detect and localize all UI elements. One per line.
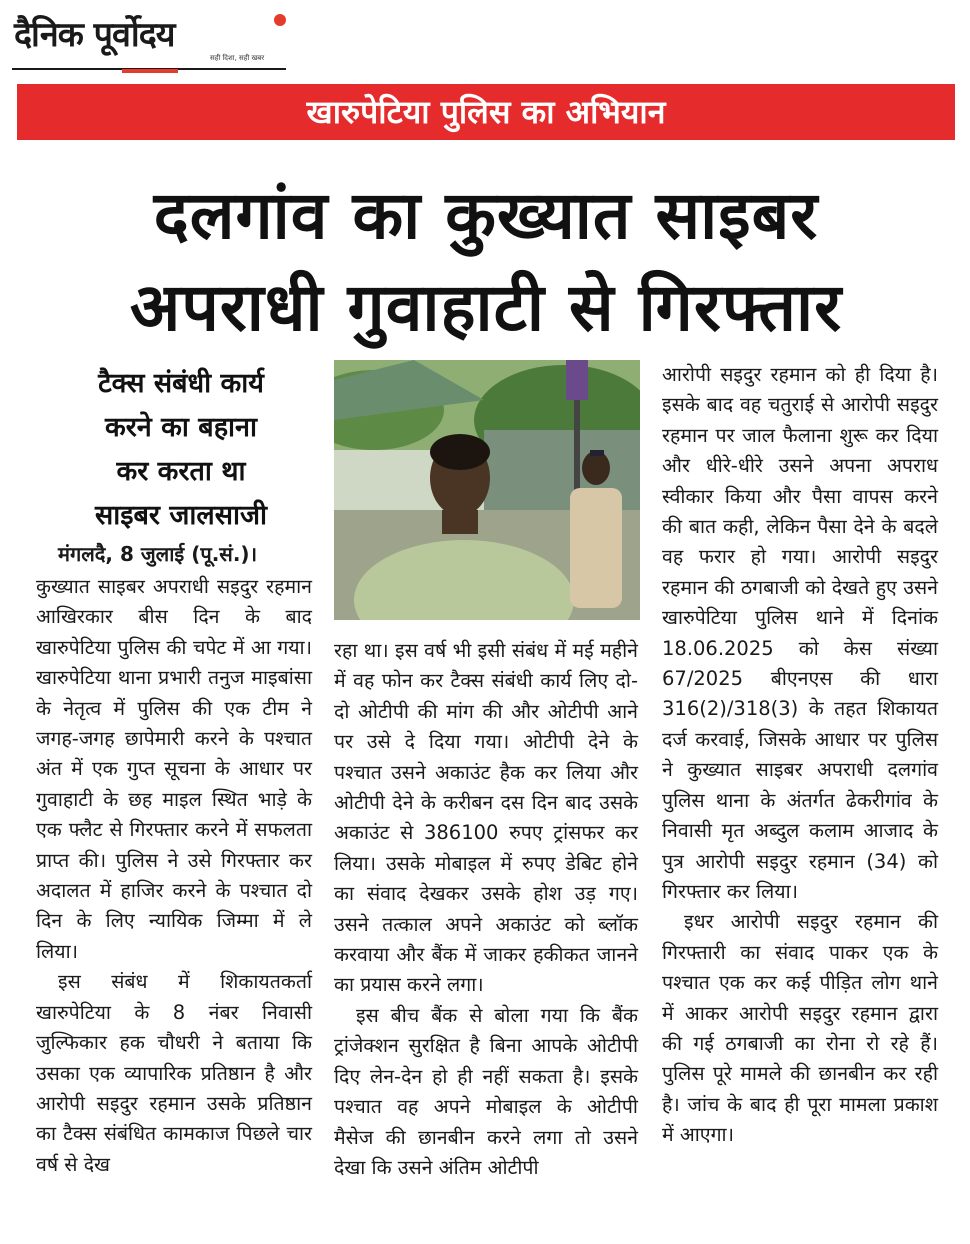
news-photo [334, 360, 640, 620]
subheadline-line-3: कर करता था [116, 456, 246, 487]
banner-text: खारुपेटिया पुलिस का अभियान [306, 93, 666, 131]
headline-line-2: अपराधी गुवाहाटी से गिरफ्तार [129, 269, 843, 346]
article-column-1 [36, 572, 312, 1180]
photo-arrested-man-icon [334, 360, 640, 620]
section-banner [17, 84, 955, 140]
subheadline-line-1: टैक्स संबंधी कार्य [98, 368, 264, 399]
masthead-accent [122, 69, 178, 73]
masthead [12, 6, 286, 70]
masthead-title: दैनिक पूर्वोदय [14, 15, 175, 55]
article-paragraph: इस संबंध में शिकायतकर्ता खारुपेटिया के 8 नंबर निवासी जुल्फिकार हक चौधरी ने बताया कि उसका एक व्यापारिक प्रतिष्ठान है और आरोपी सइदुर रहमान उसके प्रतिष्ठान का टैक्स संबंधित कामकाज पिछले चार वर्ष से देख [36, 970, 312, 1176]
article-paragraph: आरोपी सइदुर रहमान को ही दिया है। इसके बाद वह चतुराई से आरोपी सइदुर रहमान पर जाल फैलाना शुरू कर दिया और धीरे-धीरे उसने अपना अपराध स्वीकार किया और पैसा वापस करने की बात कही, लेकिन पैसा देने के बदले वह फरार हो गया। आरोपी सइदुर रहमान की ठगबाजी को देखते हुए उसने खारुपेटिया पुलिस थाने में दिनांक 18.06.2025 को केस संख्या 67/2025 बीएनएस की धारा 316(2)/318(3) के तहत शिकायत दर्ज करवाई, जिसके आधार पर पुलिस ने कुख्यात साइबर अपराधी दलगांव पुलिस थाना के अंतर्गत ढेकरीगांव के निवासी मृत अब्दुल कलाम आजाद के पुत्र आरोपी सइदुर रहमान (34) को गिरफ्तार कर लिया। [662, 363, 938, 903]
subheadline-line-4: साइबर जालसाजी [95, 500, 267, 531]
article-paragraph: इधर आरोपी सइदुर रहमान की गिरफ्तारी का संवाद पाकर एक के पश्चात एक कर कई पीड़ित लोग थाने में आकर आरोपी सइदुर रहमान द्वारा की गई ठगबाजी का रोना रो रहे हैं। पुलिस पूरे मामले की छानबीन कर रही है। जांच के बाद ही पूरा मामला प्रकाश में आएगा। [662, 910, 938, 1147]
masthead-tagline: सही दिशा, सही खबर [210, 54, 265, 62]
dateline: मंगलदै, 8 जुलाई (पू.सं.)। [58, 542, 258, 566]
article-column-2 [334, 636, 638, 1183]
article-paragraph: इस बीच बैंक से बोला गया कि बैंक ट्रांजेक्शन सुरक्षित है बिना आपके ओटीपी दिए लेन-देन हो ही नहीं सकता है। इसके पश्चात वह अपने मोबाइल के ओटीपी मैसेज की छानबीन करने लगा तो उसने देखा कि उसने अंतिम ओटीपी [334, 1003, 638, 1179]
headline-line-1: दलगांव का कुख्यात साइबर [153, 177, 819, 254]
article-paragraph: रहा था। इस वर्ष भी इसी संबंध में मई महीने में वह फोन कर टैक्स संबंधी कार्य लिए दो-दो ओटीपी की मांग की और ओटीपी आने पर उसे दे दिया गया। ओटीपी देने के पश्चात उसने अकाउंट हैक कर लिया और ओटीपी देने के करीबन दस दिन बाद उसके अकाउंट से 386100 रुपए ट्रांसफर कर लिया। उसके मोबाइल में रुपए डेबिट होने का संवाद देखकर उसके होश उड़ गए। उसने तत्काल अपने अकाउंट को ब्लॉक करवाया और बैंक में जाकर हकीकत जानने का प्रयास करने लगा। [334, 639, 638, 997]
article-column-3 [662, 360, 938, 1151]
masthead-logo-dot [274, 14, 286, 26]
article-paragraph: कुख्यात साइबर अपराधी सइदुर रहमान आखिरकार बीस दिन के बाद खारुपेटिया पुलिस की चपेट में आ गया। खारुपेटिया थाना प्रभारी तनुज माइबांसा के नेतृत्व में पुलिस की एक टीम ने जगह-जगह छापेमारी करने के पश्चात अंत में एक गुप्त सूचना के आधार पर गुवाहाटी के छह माइल स्थित भाड़े के एक फ्लैट से गिरफ्तार करने में सफलता प्राप्त की। पुलिस ने उसे गिरफ्तार कर अदालत में हाजिर करने के पश्चात दो दिन के लिए न्यायिक जिम्मा में ले लिया। [36, 575, 312, 963]
subheadline-line-2: करने का बहाना [104, 412, 258, 443]
